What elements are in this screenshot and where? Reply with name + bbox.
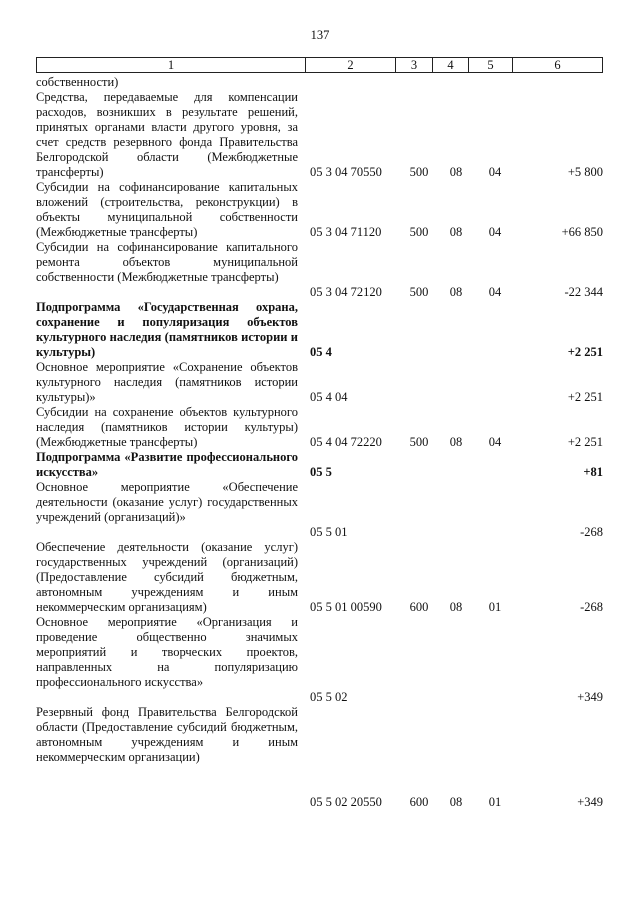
row-description: Субсидии на софинансирование капитального ремонта объектов муниципальной собственности (Межбюджетные трансферты) [36,240,298,284]
row-col-3: 500 [409,435,429,449]
row-code: 05 4 04 [310,390,348,404]
table-row [36,780,603,810]
row-sum: +2 251 [567,345,603,359]
header-col-1: 1 [37,58,306,72]
table-row [36,480,603,540]
table-row [36,705,603,780]
row-description: Основное мероприятие «Сохранение объектов культурного наследия (памятников истории культуры)» [36,360,298,404]
row-col-4: 08 [449,435,463,449]
table-row [36,405,603,450]
row-col-5: 01 [488,795,502,809]
row-col-3: 600 [409,795,429,809]
header-col-2: 2 [306,58,396,72]
header-col-3: 3 [396,58,433,72]
row-sum: +5 800 [567,165,603,179]
row-code: 05 5 02 20550 [310,795,382,809]
row-code: 05 4 [310,345,332,359]
row-col-4: 08 [449,285,463,299]
row-code: 05 3 04 70550 [310,165,382,179]
row-code: 05 3 04 71120 [310,225,382,239]
row-sum: -268 [580,600,603,614]
row-sum: +2 251 [567,435,603,449]
row-col-5: 04 [488,165,502,179]
row-description: Подпрограмма «Государственная охрана, сохранение и популяризация объектов культурного наследия (памятников истории и культуры) [36,300,298,359]
row-col-3: 600 [409,600,429,614]
row-code: 05 5 [310,465,332,479]
table-row [36,180,603,240]
header-col-4: 4 [433,58,469,72]
row-code: 05 3 04 72120 [310,285,382,299]
row-col-5: 01 [488,600,502,614]
row-description: Подпрограмма «Развитие профессионального искусства» [36,450,298,479]
row-code: 05 4 04 72220 [310,435,382,449]
row-sum: -268 [580,525,603,539]
row-description: Обеспечение деятельности (оказание услуг) государственных учреждений (организаций) (Предоставление субсидий бюджетным, автономным учреждениям и иным некоммерческим организациям) [36,540,298,614]
row-sum: +81 [583,465,603,479]
header-col-5: 5 [469,58,513,72]
row-description: Субсидии на софинансирование капитальных вложений (строительства, реконструкции) в объекты муниципальной собственности (Межбюджетные трансферты) [36,180,298,239]
row-sum: +349 [577,690,603,704]
row-col-4: 08 [449,225,463,239]
row-col-4: 08 [449,165,463,179]
row-code: 05 5 02 [310,690,348,704]
row-sum: +349 [577,795,603,809]
row-code: 05 5 01 [310,525,348,539]
table-row [36,360,603,405]
row-description: собственности) [36,75,119,89]
row-col-5: 04 [488,435,502,449]
row-col-5: 04 [488,225,502,239]
table-row [36,300,603,360]
row-col-4: 08 [449,795,463,809]
row-col-3: 500 [409,225,429,239]
table-row [36,90,603,180]
table-row [36,450,603,480]
row-description: Субсидии на сохранение объектов культурного наследия (памятников истории культуры) (Межбюджетные трансферты) [36,405,298,449]
row-col-3: 500 [409,285,429,299]
table-row [36,615,603,705]
row-sum: +66 850 [561,225,603,239]
table-row [36,540,603,615]
row-description: Основное мероприятие «Обеспечение деятельности (оказание услуг) государственных учреждений (организаций)» [36,480,298,524]
row-description: Средства, передаваемые для компенсации расходов, возникших в результате решений, принятых органами власти другого уровня, за счет средств резервного фонда Правительства Белгородской области (Межбюджетные трансферты) [36,90,298,179]
row-col-3: 500 [409,165,429,179]
row-sum: -22 344 [564,285,603,299]
table-row [36,240,603,300]
table-row [36,75,603,90]
row-description: Основное мероприятие «Организация и проведение общественно значимых мероприятий и творческих проектов, направленных на популяризацию профессионального искусства» [36,615,298,689]
header-col-6: 6 [554,58,561,72]
page-number: 137 [310,28,330,42]
row-description: Резервный фонд Правительства Белгородской области (Предоставление субсидий бюджетным, автономным учреждениям и иным некоммерческим организации) [36,705,298,764]
table-header [36,57,603,73]
row-col-5: 04 [488,285,502,299]
row-col-4: 08 [449,600,463,614]
row-code: 05 5 01 00590 [310,600,382,614]
row-sum: +2 251 [567,390,603,404]
